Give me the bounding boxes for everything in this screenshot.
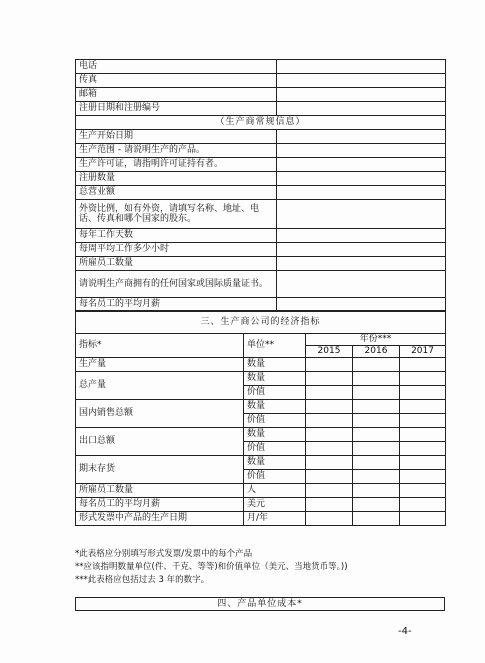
answer-cell[interactable]: [277, 60, 446, 74]
year-value-cell[interactable]: [353, 498, 400, 512]
year-value-cell[interactable]: [306, 442, 353, 456]
year-2016: 2016: [353, 346, 400, 358]
contact-label: 电话: [76, 60, 277, 74]
year-value-cell[interactable]: [400, 484, 446, 498]
year-value-cell[interactable]: [306, 512, 353, 526]
answer-cell[interactable]: [277, 158, 446, 172]
unit-cell: 价值: [244, 386, 306, 400]
year-value-cell[interactable]: [400, 372, 446, 386]
indicator-name: 期末存货: [76, 456, 244, 484]
year-value-cell[interactable]: [400, 470, 446, 484]
unit-cell: 价值: [244, 442, 306, 456]
answer-cell[interactable]: [277, 257, 446, 271]
footnotes: [75, 548, 348, 587]
general-info-label: 生产范围 - 请说明生产的产品。: [76, 144, 277, 158]
year-value-cell[interactable]: [353, 386, 400, 400]
answer-cell[interactable]: [277, 172, 446, 186]
year-value-cell[interactable]: [306, 358, 353, 372]
year-value-cell[interactable]: [400, 358, 446, 372]
year-value-cell[interactable]: [400, 400, 446, 414]
year-value-cell[interactable]: [353, 414, 400, 428]
year-value-cell[interactable]: [306, 400, 353, 414]
general-info-label: 每年工作天数: [76, 229, 277, 243]
page-number: -4-: [398, 626, 412, 637]
contact-label: 注册日期和注册编号: [76, 102, 277, 116]
year-value-cell[interactable]: [353, 512, 400, 526]
answer-cell[interactable]: [277, 243, 446, 257]
year-2015: 2015: [306, 346, 353, 358]
year-value-cell[interactable]: [306, 484, 353, 498]
unit-cell: 数量: [244, 372, 306, 386]
economic-indicators-table: [75, 310, 446, 526]
answer-cell[interactable]: [277, 186, 446, 200]
general-info-label: 所雇员工数量: [76, 257, 277, 271]
year-value-cell[interactable]: [400, 442, 446, 456]
indicator-name: 生产量: [76, 358, 244, 372]
answer-cell[interactable]: [277, 74, 446, 88]
indicator-name: 总产量: [76, 372, 244, 400]
year-value-cell[interactable]: [400, 428, 446, 442]
indicator-name: 每名员工的平均月薪: [76, 498, 244, 512]
unit-cell: 美元: [244, 498, 306, 512]
year-value-cell[interactable]: [353, 428, 400, 442]
year-value-cell[interactable]: [306, 456, 353, 470]
year-value-cell[interactable]: [353, 470, 400, 484]
unit-cell: 数量: [244, 456, 306, 470]
answer-cell[interactable]: [277, 200, 446, 229]
unit-cell: 人: [244, 484, 306, 498]
indicator-name: 形式发票中产品的生产日期: [76, 512, 244, 526]
year-value-cell[interactable]: [400, 456, 446, 470]
answer-cell[interactable]: [277, 144, 446, 158]
general-info-label: 生产开始日期: [76, 130, 277, 144]
unit-cell: 数量: [244, 400, 306, 414]
general-info-label: 外资比例，如有外资，请填写名称、地址、电话、传真和哪个国家的股东。: [76, 200, 277, 229]
contact-label: 传真: [76, 74, 277, 88]
footnote-3: ***此表格应包括过去 3 年的数字。: [75, 575, 210, 585]
indicator-name: 国内销售总额: [76, 400, 244, 428]
footnote-2: **应该指明数量单位(件、千克、等等)和价值单位（美元、当地货币等。)): [75, 562, 348, 572]
economic-table-title: 三、生产商公司的经济指标: [76, 311, 446, 334]
year-value-cell[interactable]: [353, 400, 400, 414]
year-value-cell[interactable]: [400, 498, 446, 512]
indicator-name: 出口总额: [76, 428, 244, 456]
year-2017: 2017: [400, 346, 446, 358]
answer-cell[interactable]: [277, 271, 446, 298]
year-value-cell[interactable]: [306, 428, 353, 442]
unit-cell: 价值: [244, 414, 306, 428]
general-info-label: 每名员工的平均月薪: [76, 298, 277, 312]
general-info-label: 请说明生产商拥有的任何国家或国际质量证书。: [76, 271, 277, 298]
year-value-cell[interactable]: [353, 358, 400, 372]
answer-cell[interactable]: [277, 88, 446, 102]
year-value-cell[interactable]: [306, 498, 353, 512]
year-value-cell[interactable]: [306, 372, 353, 386]
year-value-cell[interactable]: [306, 414, 353, 428]
general-info-section-title: （生产商常规信息）: [76, 116, 446, 130]
year-value-cell[interactable]: [400, 414, 446, 428]
answer-cell[interactable]: [277, 102, 446, 116]
unit-cell: 数量: [244, 358, 306, 372]
unit-cell: 月/年: [244, 512, 306, 526]
unit-cost-title: 四、产品单位成本*: [76, 598, 445, 611]
indicator-header: 指标*: [76, 334, 244, 358]
year-value-cell[interactable]: [353, 484, 400, 498]
footnote-1: *此表格应分别填写形式发票/发票中的每个产品: [75, 549, 253, 559]
unit-cost-table: [75, 597, 445, 611]
year-value-cell[interactable]: [400, 386, 446, 400]
answer-cell[interactable]: [277, 229, 446, 243]
year-value-cell[interactable]: [400, 512, 446, 526]
year-value-cell[interactable]: [306, 386, 353, 400]
year-value-cell[interactable]: [306, 470, 353, 484]
contact-label: 邮箱: [76, 88, 277, 102]
general-info-label: 每周平均工作多少小时: [76, 243, 277, 257]
producer-info-table: [75, 59, 446, 312]
general-info-label: 总营业额: [76, 186, 277, 200]
general-info-label: 生产许可证，请指明许可证持有者。: [76, 158, 277, 172]
year-value-cell[interactable]: [353, 372, 400, 386]
answer-cell[interactable]: [277, 130, 446, 144]
year-header: 年份***: [306, 334, 446, 346]
general-info-label: 注册数量: [76, 172, 277, 186]
unit-cell: 价值: [244, 470, 306, 484]
year-value-cell[interactable]: [353, 442, 400, 456]
unit-header: 单位**: [244, 334, 306, 358]
unit-cell: 数量: [244, 428, 306, 442]
indicator-name: 所雇员工数量: [76, 484, 244, 498]
year-value-cell[interactable]: [353, 456, 400, 470]
